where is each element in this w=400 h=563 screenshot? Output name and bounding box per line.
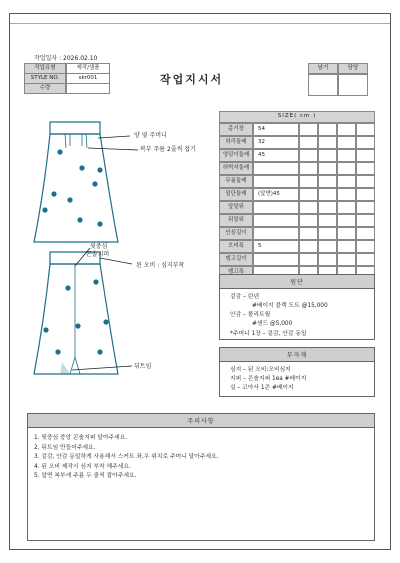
note-item: 5. 앞면 복부에 주름 두 줄씩 잡아주세요.	[34, 473, 137, 479]
size-row-empty-cell	[337, 253, 356, 266]
size-row-empty-cell	[356, 136, 375, 149]
size-row-label: 밑단둘레	[219, 188, 253, 201]
document-title: 작업지시서	[160, 73, 224, 86]
size-row-value	[253, 227, 299, 240]
quantity-label: 수량	[24, 83, 66, 94]
fabric-line-2: #베이지 블랙 도트 @15,000	[252, 303, 328, 309]
size-table-title: SIZE( cm )	[219, 111, 375, 123]
fabric-section	[219, 274, 375, 340]
size-row-empty-cell	[299, 253, 318, 266]
approval-label-1: 날기	[308, 63, 338, 74]
style-no-label: STYLE NO.	[24, 73, 66, 84]
size-row-label: 오비폭	[219, 240, 253, 253]
size-row-label: 인심길이	[219, 227, 253, 240]
size-row-empty-cell	[337, 162, 356, 175]
size-row-empty-cell	[299, 149, 318, 162]
size-row-value	[253, 175, 299, 188]
size-row-empty-cell	[356, 149, 375, 162]
size-row-empty-cell	[337, 240, 356, 253]
size-row-empty-cell	[356, 162, 375, 175]
size-row-empty-cell	[318, 188, 337, 201]
size-row-empty-cell	[299, 240, 318, 253]
top-rule	[10, 23, 390, 24]
work-date: 작업일자 : 2026.02.10	[34, 55, 98, 62]
size-row-value	[253, 201, 299, 214]
label-front-pleats: 복부 주름 2줄씩 잡기	[140, 146, 196, 153]
size-row-empty-cell	[318, 162, 337, 175]
trims-line-1: 심지 – 된 오비:오비심지	[230, 367, 291, 373]
size-row-value: 32	[253, 136, 299, 149]
note-item: 2. 뒤트임 만들어주세요.	[34, 444, 96, 451]
work-type-value: 제작/샘플	[66, 63, 110, 74]
size-row-empty-cell	[318, 175, 337, 188]
size-row-empty-cell	[299, 162, 318, 175]
fabric-title: 원단	[220, 275, 374, 289]
size-row-empty-cell	[318, 136, 337, 149]
size-row-empty-cell	[337, 188, 356, 201]
size-row-empty-cell	[356, 123, 375, 136]
size-row-empty-cell	[299, 201, 318, 214]
size-row-label: 총기장	[219, 123, 253, 136]
size-row-empty-cell	[356, 214, 375, 227]
size-row-empty-cell	[318, 123, 337, 136]
size-row-label: 허리둘레	[219, 136, 253, 149]
size-row-empty-cell	[318, 214, 337, 227]
fabric-line-4: #샌드 @5,000	[252, 321, 293, 327]
size-row-empty-cell	[318, 149, 337, 162]
size-row-empty-cell	[356, 227, 375, 240]
size-row-empty-cell	[356, 188, 375, 201]
front-skirt-drawing	[34, 122, 138, 242]
size-row-empty-cell	[318, 240, 337, 253]
size-row-empty-cell	[356, 201, 375, 214]
size-row-empty-cell	[356, 240, 375, 253]
approval-label-2: 담당	[338, 63, 368, 74]
size-row-value	[253, 253, 299, 266]
notes-section	[27, 413, 375, 541]
trims-title: 부자재	[220, 348, 374, 362]
size-row-label: 앞밑위	[219, 201, 253, 214]
fabric-line-1: 겉감 – 린넨	[230, 294, 259, 300]
size-row-empty-cell	[318, 227, 337, 240]
label-concealed-zipper: 콘솔지퍼	[86, 251, 110, 258]
size-row-value: 5	[253, 240, 299, 253]
notes-title: 주의사항	[28, 414, 374, 428]
size-row-label: 뎅고폭	[219, 266, 253, 279]
size-row-empty-cell	[299, 123, 318, 136]
size-row-label: 허벅지둘레	[219, 162, 253, 175]
trims-section	[219, 347, 375, 397]
size-row-empty-cell	[337, 227, 356, 240]
approval-box-2	[338, 74, 368, 96]
label-back-center: 뒷중심	[90, 243, 108, 250]
size-row-empty-cell	[337, 214, 356, 227]
size-row-empty-cell	[318, 201, 337, 214]
size-row-empty-cell	[299, 214, 318, 227]
size-row-label: 엉덩이둘레	[219, 149, 253, 162]
trims-line-3: 실 – 코아사 1콘 #베이지	[230, 385, 294, 391]
size-row-empty-cell	[299, 175, 318, 188]
size-row-empty-cell	[337, 149, 356, 162]
size-row-empty-cell	[337, 175, 356, 188]
work-type-label: 작업유형	[24, 63, 66, 74]
quantity-value	[66, 83, 110, 94]
label-waistband: 된 오비 : 심지부착	[136, 262, 185, 269]
size-row-value	[253, 214, 299, 227]
size-row-empty-cell	[356, 253, 375, 266]
size-row-empty-cell	[299, 136, 318, 149]
size-row-value	[253, 162, 299, 175]
size-row-empty-cell	[337, 201, 356, 214]
label-back-vent: 뒤트임	[134, 363, 152, 370]
size-row-label: 무릎둘레	[219, 175, 253, 188]
size-row-empty-cell	[337, 136, 356, 149]
note-item: 1. 뒷중심 중앙 콘솔지퍼 달아주세요.	[34, 435, 128, 441]
label-side-pockets: 양 옆 주머니	[134, 132, 167, 139]
approval-box-1	[308, 74, 338, 96]
note-item: 3. 겉감, 안감 동일하게 사용해서 스커트 좌,우 위치로 주머니 달아주세요.	[34, 454, 219, 460]
size-row-empty-cell	[356, 175, 375, 188]
fabric-line-5: *주머니 1장 – 겉감, 안감 동일	[230, 331, 307, 337]
size-row-empty-cell	[299, 227, 318, 240]
back-skirt-drawing	[34, 248, 132, 374]
size-row-value: 45	[253, 149, 299, 162]
size-row-value: (앞면)45	[253, 188, 299, 201]
size-row-label: 뎅고길이	[219, 253, 253, 266]
size-row-value: 54	[253, 123, 299, 136]
size-row-label: 뒤밑위	[219, 214, 253, 227]
fabric-line-3: 안감 – 폴리트윌	[230, 312, 271, 318]
size-row-empty-cell	[299, 188, 318, 201]
note-item: 4. 된 오비 제작시 심지 부착 해주세요.	[34, 463, 131, 470]
size-row-empty-cell	[318, 253, 337, 266]
style-no-value: skr001	[66, 73, 110, 84]
trims-line-2: 지퍼 – 콘솔지퍼 1ea #베이지	[230, 376, 307, 382]
size-row-empty-cell	[337, 123, 356, 136]
skirt-sketch	[20, 112, 215, 412]
